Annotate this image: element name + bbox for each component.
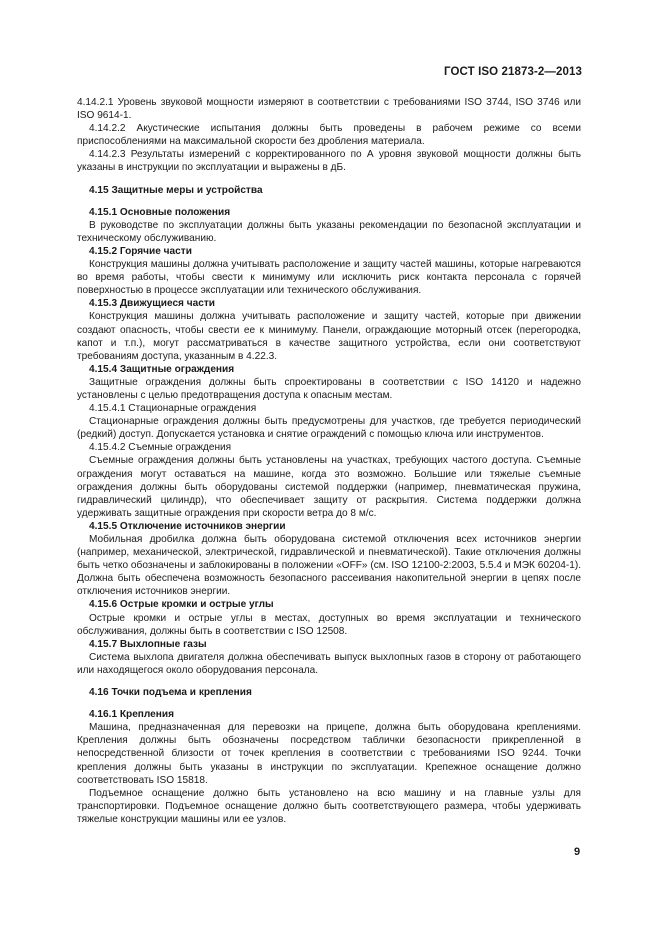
paragraph-text: 4.14.2.3 Результаты измерений с корректированного по А уровня звуковой мощности должны быть указаны в инструкции по эксплуатации и выражены в дБ.: [77, 149, 581, 174]
paragraph-4-15-2: [77, 258, 581, 297]
document-body: [77, 96, 581, 826]
paragraph-text: Подъемное оснащение должно быть установлено на всю машину и на главные узлы для транспортировки. Подъемное оснащение должно быть соответствующего размера, чтобы удерживать тяжелые конструкции машины или ее узлов.: [77, 787, 581, 825]
paragraph-text: В руководстве по эксплуатации должны быть указаны рекомендации по безопасной эксплуатации и техническому обслуживанию.: [77, 219, 581, 244]
subsection-heading-4-15-7: 4.15.7 Выхлопные газы: [89, 638, 207, 650]
paragraph-text: Машина, предназначенная для перевозки на прицепе, должна быть оборудована креплениями. Крепления должны быть обозначены посредством таблички безопасности прикрепленной в непосредственной близости от точек крепления в соответствии с требованиями ISO 9244. Точки крепления должны быть указаны в инструкции по эксплуатации. Крепежное оснащение должно соответствовать ISO 15818.: [77, 722, 581, 786]
subsection-heading-4-15-4-2: 4.15.4.2 Съемные ограждения: [89, 442, 232, 454]
paragraph-4-15-6: [77, 612, 581, 638]
paragraph-text: Конструкция машины должна учитывать расположение и защиту частей машины, которые нагреваются во время работы, чтобы свести к минимуму или исключить риск контакта персонала с горячей поверхностью в процессе эксплуатации или технического обслуживания.: [77, 259, 581, 297]
paragraph-4-15-5: [77, 533, 581, 598]
section-heading-4-15: 4.15 Защитные меры и устройства: [89, 184, 263, 196]
subsection-heading-4-15-4: 4.15.4 Защитные ограждения: [89, 363, 235, 375]
page-number: 9: [574, 846, 581, 858]
paragraph-4-15-7: [77, 651, 581, 677]
subsection-heading-4-15-1: 4.15.1 Основные положения: [89, 206, 231, 218]
subsection-heading-4-15-6: 4.15.6 Острые кромки и острые углы: [89, 599, 274, 611]
paragraph-4-15-4-2: [77, 454, 581, 519]
paragraph-4-16-1-b: [77, 787, 581, 826]
paragraph-text: Защитные ограждения должны быть спроектированы в соответствии с ISO 14120 и надежно установлены с целью предотвращения доступа к опасным местам.: [77, 376, 581, 401]
document-header: ГОСТ ISO 21873-2—2013: [444, 66, 582, 78]
paragraph-4-15-4: [77, 376, 581, 402]
paragraph-text: Мобильная дробилка должна быть оборудована системой отключения всех источников энергии (например, механической, электрической, гидравлической и пневматической). Такие отключения должны быть четко обозначены и заблокированы в положении «OFF» (см. ISO 12100-2:2003, 5.5.4 и МЭК 60204-1). Должна быть обеспечена возможность безопасного рассеивания накопительной энергии в цепях после отключения источников энергии.: [77, 534, 581, 598]
paragraph-text: Система выхлопа двигателя должна обеспечивать выпуск выхлопных газов в сторону от работающего или находящегося около оборудования персонала.: [77, 651, 581, 676]
paragraph-4-14-2-2: [77, 122, 581, 148]
subsection-heading-4-15-5: 4.15.5 Отключение источников энергии: [89, 520, 286, 532]
subsection-heading-4-16-1: 4.16.1 Крепления: [89, 709, 174, 721]
subsection-heading-4-15-4-1: 4.15.4.1 Стационарные ограждения: [89, 403, 257, 415]
paragraph-4-15-4-1: [77, 415, 581, 441]
subsection-heading-4-15-2: 4.15.2 Горячие части: [89, 245, 192, 257]
paragraph-text: Острые кромки и острые углы в местах, доступных во время эксплуатации и технического обслуживания, должны быть в соответствии с ISO 12508.: [77, 612, 581, 637]
paragraph-text: Стационарные ограждения должны быть предусмотрены для участков, где требуется периодический (редкий) доступ. Допускается установка и снятие ограждений с помощью ключа или инструментов.: [77, 416, 581, 441]
paragraph-4-14-2-1: [77, 96, 581, 122]
paragraph-4-15-3: [77, 310, 581, 362]
paragraph-4-16-1-a: [77, 721, 581, 786]
subsection-heading-4-15-3: 4.15.3 Движущиеся части: [89, 298, 215, 310]
paragraph-4-15-1: [77, 219, 581, 245]
paragraph-text: Конструкция машины должна учитывать расположение и защиту частей, которые при движении создают опасность, чтобы свести ее к минимуму. Панели, ограждающие моторный отсек (перегородка, капот и т.п.), могут рассматриваться в качестве защитного устройства, если они соответствуют требованиям доступа, указанным в 4.22.3.: [77, 311, 581, 362]
paragraph-4-14-2-3: [77, 148, 581, 174]
paragraph-text: 4.14.2.1 Уровень звуковой мощности измеряют в соответствии с требованиями ISO 3744, ISO 3746 или ISO 9614-1.: [77, 97, 581, 122]
paragraph-text: Съемные ограждения должны быть установлены на участках, требующих частого доступа. Съемные ограждения могут оставаться на машине, когда это возможно. Большие или тяжелые съемные ограждения должны быть оборудованы системой поддержки (например, пневматическая пружина, гидравлический цилиндр), что обеспечивает защиту от раскрытия. Система поддержки должна удерживать защитные ограждения при скорости ветра до 8 м/с.: [77, 455, 581, 519]
paragraph-text: 4.14.2.2 Акустические испытания должны быть проведены в рабочем режиме со всеми приспособлениями на максимальной скорости без дробления материала.: [77, 123, 581, 148]
section-heading-4-16: 4.16 Точки подъема и крепления: [89, 687, 252, 699]
